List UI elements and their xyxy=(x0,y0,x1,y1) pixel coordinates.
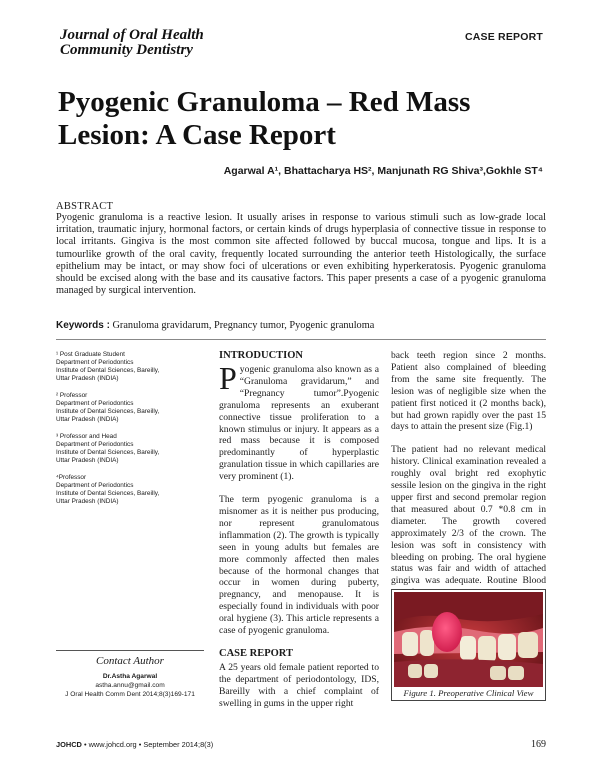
citation: J Oral Health Comm Dent 2014;8(3)169-171 xyxy=(65,691,195,698)
affiliation-title: ³ Professor and Head xyxy=(56,433,117,440)
page-number: 169 xyxy=(531,739,546,750)
affiliation-3 xyxy=(56,433,206,465)
section-tag: CASE REPORT xyxy=(464,31,543,43)
footer-bullet: • xyxy=(138,740,144,749)
affiliation-place: Uttar Pradesh (INDIA) xyxy=(56,375,119,382)
contact-email[interactable]: astha.annu@gmail.com xyxy=(95,682,165,689)
affiliation-4 xyxy=(56,474,206,506)
right-column xyxy=(391,350,546,610)
keywords xyxy=(56,320,546,331)
affiliation-dept: Department of Periodontics xyxy=(56,482,134,489)
middle-column xyxy=(219,350,379,721)
contact-heading: Contact Author xyxy=(96,655,164,667)
keywords-text: Granuloma gravidarum, Pregnancy tumor, Pyogenic granuloma xyxy=(112,320,375,331)
journal-name-line1: Journal of Oral Health xyxy=(60,27,204,43)
affiliation-place: Uttar Pradesh (INDIA) xyxy=(56,457,119,464)
affiliation-inst: Institute of Dental Sciences, Bareilly, xyxy=(56,449,160,456)
affiliation-inst: Institute of Dental Sciences, Bareilly, xyxy=(56,408,160,415)
intro-paragraph-2: The term pyogenic granuloma is a misnomer as it is neither pus producing, nor represent granulomatous inflammation (2). The growth is typically seen in young adults but females are more commonly affected then males because of the hormonal changes that occur in women during puberty, pregnancy, and menopause. It is especially found in individuals with poor oral hygiene (3). This article represents a case of pyogenic granuloma. xyxy=(219,494,379,637)
affiliation-dept: Department of Periodontics xyxy=(56,441,134,448)
intro-heading: INTRODUCTION xyxy=(219,350,304,361)
author-list: Agarwal A¹, Bhattacharya HS², Manjunath RG Shiva³,Gokhle ST⁴ xyxy=(223,165,543,177)
page-footer xyxy=(56,740,546,749)
affiliation-dept: Department of Periodontics xyxy=(56,359,134,366)
affiliation-2 xyxy=(56,392,206,424)
affiliation-title: ⁴Professor xyxy=(56,474,87,481)
affiliation-dept: Department of Periodontics xyxy=(56,400,134,407)
affiliation-place: Uttar Pradesh (INDIA) xyxy=(56,416,119,423)
figure-1 xyxy=(391,589,546,701)
affiliation-1 xyxy=(56,351,206,383)
abstract-heading: ABSTRACT xyxy=(56,201,114,212)
footer-issue: September 2014;8(3) xyxy=(143,740,214,749)
abstract-text: Pyogenic granuloma is a reactive lesion. It usually arises in response to various stimuli such as low-grade local irritation, traumatic injury, hormonal factors, or certain kinds of drugs hyperplasia of connective tissue in response to local irritants. Gingiva is the most common site affected followed by buccal mucosa, tongue and lips. It is a tumourlike growth of the oral cavity, frequently located surrounding the anterior teeth Histologically, the surface epithelium may be intact, or may show foci of ulcerations or even exhibiting hyperkeratosis. Pyogenic granuloma should be excised along with the base and its causative factors. This paper presents a case of a pyogenic granuloma managed by surgical intervention. xyxy=(56,212,546,297)
footer-brand: JOHCD xyxy=(56,740,82,749)
journal-logo xyxy=(60,28,204,58)
footer-bullet: • xyxy=(83,740,89,749)
clinical-photo xyxy=(394,592,543,687)
footer-site[interactable]: www.johcd.org xyxy=(88,740,137,749)
affiliation-title: ¹ Post Graduate Student xyxy=(56,351,125,358)
article-title: Pyogenic Granuloma – Red Mass Lesion: A Case Report xyxy=(58,86,471,151)
intro-paragraph-1: Pyogenic granuloma also known as a “Granuloma gravidarum,” and “Pregnancy tumor”.Pyogenic granuloma represents an exuberant connective tissue proliferation to a known stimulus or injury. It appears as a red mass because it is composed predominantly of hyperplastic granulation tissue in which capillaries are very prominent (1). xyxy=(219,360,379,483)
affiliation-inst: Institute of Dental Sciences, Bareilly, xyxy=(56,367,160,374)
case-paragraph-1: A 25 years old female patient reported to the department of periodontology, IDS, Bareilly with a chief complaint of swelling in gums in the upper right xyxy=(219,661,379,709)
case-heading: CASE REPORT xyxy=(219,647,294,659)
keywords-label: Keywords : xyxy=(56,320,110,331)
drop-cap: P xyxy=(219,360,237,396)
affiliations xyxy=(56,351,206,515)
affiliation-place: Uttar Pradesh (INDIA) xyxy=(56,498,119,505)
contact-divider xyxy=(56,650,204,651)
contact-name: Dr.Astha Agarwal xyxy=(102,673,158,680)
contact-details xyxy=(56,672,204,699)
affiliation-inst: Institute of Dental Sciences, Bareilly, xyxy=(56,490,160,497)
figure-caption: Figure 1. Preoperative Clinical View xyxy=(403,688,534,698)
right-paragraph-2: The patient had no relevant medical history. Clinical examination revealed a roughly oval bright red exophytic sessile lesion on the gingiva in the right upper first and second premolar region that measured about 0.7 *0.8 cm in diameter. The growth covered approximately 2/3 of the crown. The lesion was soft in consistency with bleeding on probing. The oral hygiene status was fair and width of attached gingiva was adequate. Routine Blood xyxy=(391,444,546,587)
journal-name-line2: Community Dentistry xyxy=(60,42,193,58)
right-paragraph-1: back teeth region since 2 months. Patient also complained of bleeding from the same site frequently. The lesion was of negligible size when the patient first noticed it (2 months back), but had grown rapidly over the past 15 days to attain the present size (Fig.1) xyxy=(391,350,546,433)
divider xyxy=(56,339,546,340)
affiliation-title: ² Professor xyxy=(56,392,88,399)
